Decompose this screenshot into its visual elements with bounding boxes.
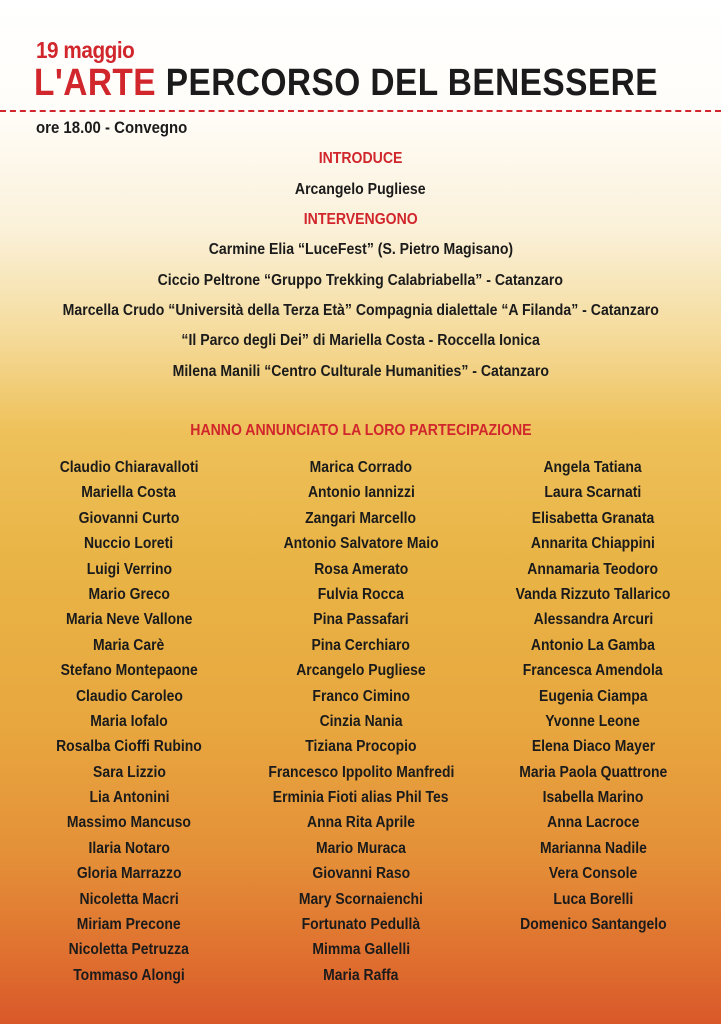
introduce-label: INTRODUCE: [318, 150, 403, 167]
participant-name: Franco Cimino: [312, 687, 410, 705]
speaker-line: “Il Parco degli Dei” di Mariella Costa - Roccella Ionica: [181, 332, 540, 349]
event-title: [34, 62, 658, 105]
speaker-line: Carmine Elia “LuceFest” (S. Pietro Magisano): [208, 241, 513, 258]
participants-column-3: [473, 458, 713, 940]
participant-name: Laura Scarnati: [544, 484, 642, 502]
participant-name: Annamaria Teodoro: [527, 560, 659, 578]
participant-name: Domenico Santangelo: [519, 916, 667, 934]
participant-name: Claudio Chiaravalloti: [59, 459, 199, 476]
participant-name: Antonio Iannizzi: [307, 484, 415, 502]
participant-name: Giovanni Curto: [78, 509, 180, 527]
participant-name: Annarita Chiappini: [530, 535, 656, 553]
event-date: 19 maggio: [36, 37, 135, 63]
participant-name: Cinzia Nania: [319, 712, 403, 730]
participant-name: Gloria Marrazzo: [76, 865, 182, 883]
participant-name: Elena Diaco Mayer: [531, 738, 655, 756]
participant-name: Anna Rita Aprile: [307, 814, 415, 832]
participant-name: Mary Scornaienchi: [298, 890, 424, 908]
participant-name: Maria Raffa: [323, 966, 399, 984]
title-part-arte: L'ARTE: [34, 62, 157, 104]
speakers-label: INTERVENGONO: [303, 211, 418, 228]
participant-name: Marianna Nadile: [539, 839, 647, 857]
participant-name: Yvonne Leone: [545, 712, 641, 730]
participant-name: Nuccio Loreti: [84, 535, 174, 553]
participant-name: Maria Carè: [93, 636, 165, 654]
speaker-line: Milena Manili “Centro Culturale Humanities” - Catanzaro: [172, 363, 549, 380]
participant-name: Tommaso Alongi: [73, 966, 185, 984]
participant-name: Tiziana Procopio: [305, 738, 417, 756]
speaker-line: Marcella Crudo “Università della Terza Età” Compagnia dialettale “A Filanda” - Catanzaro: [62, 302, 659, 319]
participant-name: Eugenia Ciampa: [538, 687, 648, 705]
participant-name: Angela Tatiana: [543, 459, 643, 476]
participant-name: Ilaria Notaro: [88, 839, 170, 857]
participant-name: Claudio Caroleo: [75, 687, 183, 705]
participant-name: Marica Corrado: [309, 459, 413, 476]
event-subtitle: ore 18.00 - Convegno: [36, 118, 188, 137]
participant-name: Isabella Marino: [542, 789, 644, 807]
participant-name: Sara Lizzio: [92, 763, 166, 781]
participant-name: Pina Cerchiaro: [311, 636, 411, 654]
participant-name: Francesca Amendola: [523, 662, 663, 680]
participant-name: Maria Iofalo: [90, 712, 168, 730]
participant-name: Mario Muraca: [316, 839, 406, 857]
participant-name: Elisabetta Granata: [531, 509, 655, 527]
participant-name: Mariella Costa: [81, 484, 177, 502]
participant-name: Arcangelo Pugliese: [296, 662, 426, 680]
participants-column-2: [241, 458, 481, 991]
participant-name: Anna Lacroce: [546, 814, 640, 832]
participant-name: Luca Borelli: [553, 890, 633, 908]
participant-name: Francesco Ippolito Manfredi: [267, 763, 455, 781]
participant-name: Lia Antonini: [88, 789, 170, 807]
participant-name: Alessandra Arcuri: [533, 611, 653, 629]
participant-name: Rosa Amerato: [313, 560, 409, 578]
participant-name: Antonio La Gamba: [530, 636, 656, 654]
participant-name: Vanda Rizzuto Tallarico: [515, 585, 671, 603]
dashed-divider: [0, 110, 721, 112]
participant-name: Vera Console: [548, 865, 638, 883]
participant-name: Maria Neve Vallone: [65, 611, 193, 629]
participant-name: Nicoletta Petruzza: [68, 941, 190, 959]
participants-label: HANNO ANNUNCIATO LA LORO PARTECIPAZIONE: [189, 422, 532, 439]
participant-name: Mimma Gallelli: [312, 941, 410, 959]
participant-name: Miriam Precone: [77, 916, 181, 934]
participant-name: Fortunato Pedullà: [301, 916, 421, 934]
participant-name: Massimo Mancuso: [66, 814, 192, 832]
participant-name: Stefano Montepaone: [60, 662, 198, 680]
participant-name: Nicoletta Macri: [79, 890, 179, 908]
participant-name: Giovanni Raso: [312, 865, 410, 883]
participant-name: Pina Passafari: [313, 611, 409, 629]
title-part-percorso: PERCORSO DEL BENESSERE: [165, 62, 658, 104]
participant-name: Antonio Salvatore Maio: [283, 535, 439, 553]
participant-name: Erminia Fioti alias Phil Tes: [273, 789, 449, 807]
participant-name: Rosalba Cioffi Rubino: [56, 738, 202, 756]
participant-name: Fulvia Rocca: [317, 585, 405, 603]
speaker-line: Ciccio Peltrone “Gruppo Trekking Calabriabella” - Catanzaro: [157, 272, 564, 289]
participant-name: Luigi Verrino: [86, 560, 172, 578]
participants-column-1: [9, 458, 249, 991]
participant-name: Zangari Marcello: [305, 509, 417, 527]
participant-name: Maria Paola Quattrone: [518, 763, 668, 781]
participant-name: Mario Greco: [88, 585, 170, 603]
introducer-name: Arcangelo Pugliese: [295, 181, 426, 198]
